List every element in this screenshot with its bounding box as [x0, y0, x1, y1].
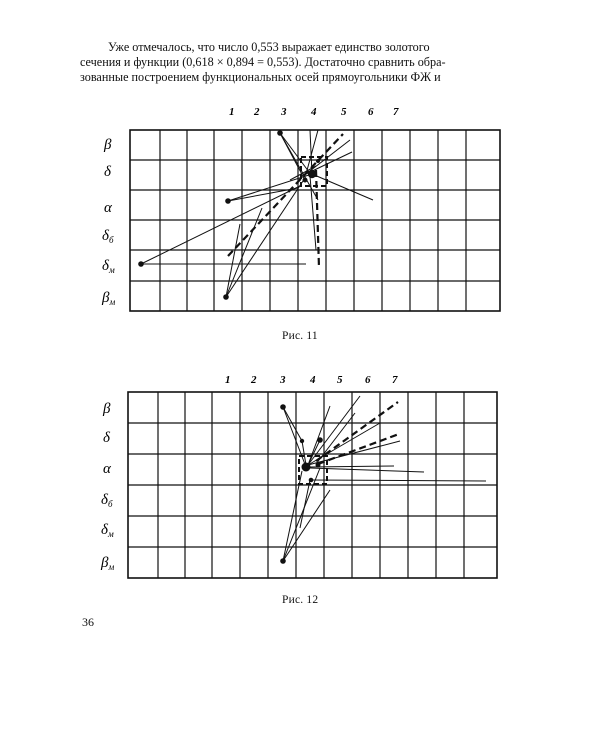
node-point [316, 463, 321, 468]
row-label-beta-m: $\beta_м$ [101, 555, 115, 572]
col-label-3: 3 [281, 106, 287, 118]
paragraph-line-1: Уже отмечалось, что число 0,553 выражает единство золотого [108, 40, 430, 54]
col-label-5: 5 [341, 106, 347, 118]
node-point [316, 159, 320, 163]
node-point [223, 294, 229, 300]
node-point [303, 178, 308, 183]
column-labels [225, 374, 398, 386]
row-labels [100, 401, 114, 572]
col-label-7: 7 [393, 106, 399, 118]
figure-11-diagram [0, 100, 600, 320]
connection-line [310, 480, 486, 481]
col-label-1: 1 [229, 106, 235, 118]
connection-lines [283, 396, 486, 561]
connection-line [308, 441, 400, 465]
node-point [300, 439, 304, 443]
connection-line [310, 176, 316, 250]
node-point [138, 261, 144, 267]
col-label-4: 4 [311, 106, 317, 118]
connection-line [283, 407, 302, 441]
row-label-delta-m: $\delta_м$ [102, 258, 115, 275]
body-paragraph [80, 40, 520, 85]
column-labels [229, 106, 399, 118]
connection-line [300, 480, 310, 528]
node-point-large [302, 463, 311, 472]
page-number: 36 [82, 615, 94, 629]
figure-11-caption: Рис. 11 [282, 330, 318, 342]
row-label-delta-b: $\delta_б$ [102, 228, 114, 245]
row-label-delta-b: $\delta_б$ [101, 492, 113, 509]
connection-lines [141, 130, 373, 297]
row-label-beta: β [103, 401, 111, 417]
col-label-6: 6 [368, 106, 374, 118]
col-label-6: 6 [365, 374, 371, 386]
col-label-5: 5 [337, 374, 343, 386]
node-point [317, 437, 323, 443]
col-label-3: 3 [280, 374, 286, 386]
row-label-alpha: α [103, 461, 111, 477]
grid [130, 130, 500, 311]
row-label-delta: δ [104, 164, 111, 180]
figure-12-caption: Рис. 12 [282, 594, 319, 606]
grid [128, 392, 497, 578]
connection-line [141, 186, 300, 264]
col-label-1: 1 [225, 374, 231, 386]
row-labels [101, 137, 115, 307]
connection-line [310, 466, 394, 467]
node-point [225, 198, 231, 204]
col-label-7: 7 [392, 374, 398, 386]
node-point-large [308, 170, 316, 178]
row-label-delta: δ [103, 430, 110, 446]
node-point [280, 558, 286, 564]
row-label-beta: β [104, 137, 112, 153]
dashed-axis [318, 434, 399, 464]
node-point [309, 478, 314, 483]
col-label-2: 2 [254, 106, 260, 118]
node-point [277, 130, 283, 136]
col-label-4: 4 [310, 374, 316, 386]
paragraph-line-3: зованные построением функциональных осей прямоугольники ФЖ и [80, 70, 441, 84]
col-label-2: 2 [251, 374, 257, 386]
paragraph-line-2: сечения и функции (0,618 × 0,894 = 0,553). Достаточно сравнить обра- [80, 55, 446, 69]
node-point [280, 404, 286, 410]
dashed-axis [316, 170, 319, 268]
connection-line [283, 407, 306, 467]
row-label-alpha: α [104, 200, 112, 216]
figure-12-diagram [0, 368, 600, 588]
row-label-beta-m: $\beta_м$ [102, 290, 116, 307]
row-label-delta-m: $\delta_м$ [101, 522, 114, 539]
